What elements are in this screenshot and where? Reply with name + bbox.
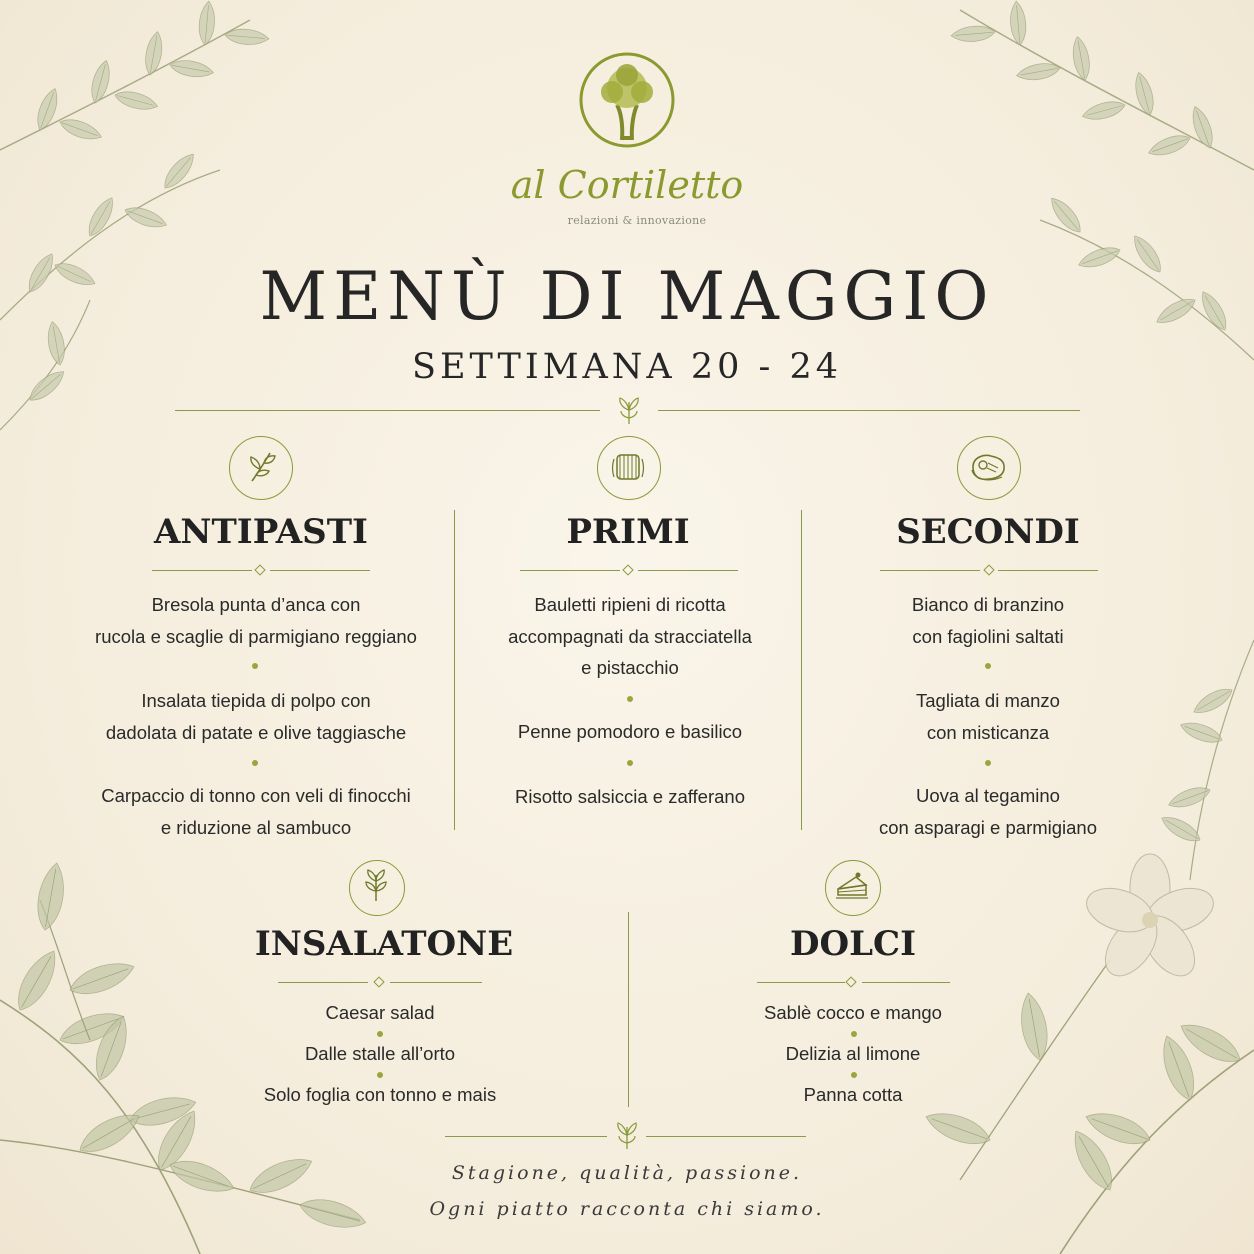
section-title-insalatone: INSALATONE (254, 924, 514, 964)
pasta-icon (598, 437, 659, 498)
insalatone-icon-circle (349, 860, 405, 916)
bullet-dot (851, 1031, 857, 1037)
menu-item-insalatone-3: Solo foglia con tonno e mais (263, 1084, 497, 1105)
menu-item-antipasti-2: Insalata tiepida di polpo con dadolata di patate e olive taggiasche (105, 690, 407, 743)
olive-tree-icon (577, 50, 677, 150)
leaf-sprig-icon (230, 437, 291, 498)
primi-rule-left (520, 570, 620, 571)
section-title-secondi: SECONDI (896, 512, 1080, 552)
bullet-dot (985, 663, 991, 669)
bullet-dot (985, 760, 991, 766)
menu-item-dolci-1: Sablè cocco e mango (764, 1002, 942, 1023)
menu-item-primi-3: Risotto salsiccia e zafferano (515, 786, 745, 807)
sprig-ornament-icon (614, 396, 644, 426)
steak-icon (958, 437, 1019, 498)
menu-item-secondi-1: Bianco di branzino con fagiolini saltati (911, 594, 1065, 647)
page-subtitle: SETTIMANA 20 - 24 (412, 347, 842, 387)
insalatone-rule-left (278, 982, 368, 983)
cake-slice-icon (826, 861, 879, 914)
bullet-dot (252, 760, 258, 766)
bullet-dot (627, 696, 633, 702)
brand-name: al Cortiletto (510, 163, 744, 207)
secondi-icon-circle (957, 436, 1021, 500)
bullet-dot (252, 663, 258, 669)
footer-divider-right (646, 1136, 806, 1137)
bullet-dot (627, 760, 633, 766)
antipasti-rule-right (270, 570, 370, 571)
section-title-antipasti: ANTIPASTI (154, 512, 368, 552)
menu-item-antipasti-1: Bresola punta d’anca con rucola e scaglie di parmigiano reggiano (95, 594, 417, 647)
antipasti-rule-left (152, 570, 252, 571)
menu-item-antipasti-3: Carpaccio di tonno con veli di finocchi e riduzione al sambuco (101, 785, 411, 838)
section-title-dolci: DOLCI (790, 924, 916, 964)
menu-item-primi-1: Bauletti ripieni di ricotta accompagnati da stracciatella e pistacchio (508, 594, 752, 678)
menu-item-dolci-2: Delizia al limone (785, 1043, 921, 1064)
footer-motto-line-2: Ogni piatto racconta chi siamo. (429, 1198, 825, 1220)
insalatone-rule-right (390, 982, 482, 983)
brand-tagline: relazioni & innovazione (567, 214, 707, 227)
menu-item-secondi-3: Uova al tegamino con asparagi e parmigiano (878, 785, 1098, 838)
menu-item-insalatone-1: Caesar salad (325, 1002, 435, 1023)
bullet-dot (377, 1031, 383, 1037)
bullet-dot (851, 1072, 857, 1078)
menu-item-dolci-3: Panna cotta (803, 1084, 903, 1105)
primi-icon-circle (597, 436, 661, 500)
footer-motto-line-1: Stagione, qualità, passione. (451, 1162, 803, 1184)
top-divider-left (175, 410, 600, 411)
menu-item-primi-2: Penne pomodoro e basilico (517, 721, 743, 742)
page-title: MENÙ DI MAGGIO (259, 258, 995, 335)
menu-item-insalatone-2: Dalle stalle all’orto (304, 1043, 456, 1064)
section-title-primi: PRIMI (566, 512, 690, 552)
primi-rule-right (638, 570, 738, 571)
salad-leaf-icon (350, 861, 403, 914)
dolci-icon-circle (825, 860, 881, 916)
bullet-dot (377, 1072, 383, 1078)
secondi-rule-right (998, 570, 1098, 571)
dolci-rule-right (862, 982, 950, 983)
secondi-rule-left (880, 570, 980, 571)
antipasti-icon-circle (229, 436, 293, 500)
top-divider-right (658, 410, 1080, 411)
sprig-ornament-icon (612, 1121, 642, 1151)
menu-item-secondi-2: Tagliata di manzo con misticanza (916, 690, 1060, 743)
brand-logo (577, 50, 677, 150)
column-divider-3 (628, 912, 629, 1107)
footer-divider-left (445, 1136, 607, 1137)
dolci-rule-left (757, 982, 845, 983)
